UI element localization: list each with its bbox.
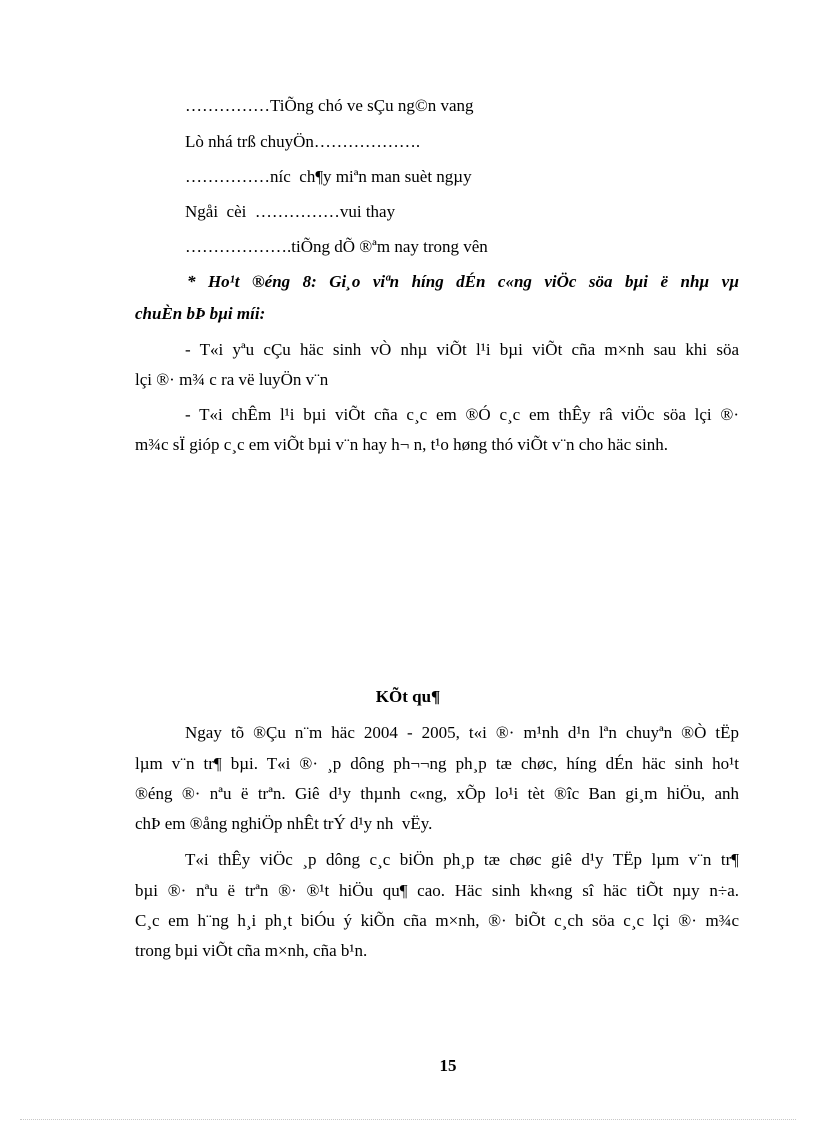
activity-paragraph-2-line-1: - T«i chÊm l¹i bµi viÕt cña c¸c em ®Ó c¸c em thÊy râ viÖc söa lçi ®· (185, 405, 739, 424)
result-paragraph-1-line-1: Ngay tõ ®Çu n¨m häc 2004 - 2005, t«i ®· m¹nh d¹n lªn chuyªn ®Ò tËp (185, 723, 739, 742)
activity-heading-line-1: * Ho¹t ®éng 8: Gi¸o viªn híng dÉn c«ng viÖc söa bµi ë nhµ vµ (187, 272, 739, 291)
page-bottom-divider (20, 1119, 796, 1120)
result-paragraph-1-line-2: lµm v¨n tr¶ bµi. T«i ®· ¸p dông ph¬¬ng ph¸p tæ chøc, híng dÉn häc sinh ho¹t (135, 754, 739, 773)
activity-heading-line-2: chuÈn bÞ bµi míi: (135, 304, 266, 323)
poem-line-2: Lò nhá trß chuyÖn………………. (185, 132, 421, 151)
result-paragraph-2-line-3: C¸c em h¨ng h¸i ph¸t biÓu ý kiÕn cña m×nh, ®· biÕt c¸ch söa c¸c lçi ®· m¾c (135, 911, 739, 930)
activity-paragraph-2-line-2: m¾c sÏ gióp c¸c em viÕt bµi v¨n hay h¬ n, t¹o høng thó viÕt v¨n cho häc sinh. (135, 435, 668, 454)
result-paragraph-2-line-2: bµi ®· nªu ë trªn ®· ®¹t hiÖu qu¶ cao. Häc sinh kh«ng sî häc tiÕt nµy n÷a. (135, 881, 739, 900)
poem-line-3: ……………níc ch¶y miªn man suèt ngµy (185, 167, 472, 186)
poem-line-4: Ngåi cèi ……………vui thay (185, 202, 396, 221)
result-paragraph-1-line-4: chÞ em ®ång nghiÖp nhÊt trÝ d¹y nh vËy. (135, 814, 433, 833)
result-paragraph-2-line-4: trong bµi viÕt cña m×nh, cña b¹n. (135, 941, 368, 960)
result-paragraph-2-line-1: T«i thÊy viÖc ¸p dông c¸c biÖn ph¸p tæ chøc giê d¹y TËp lµm v¨n tr¶ (185, 850, 739, 869)
section-title: KÕt qu¶ (375, 687, 441, 706)
page-number: 15 (439, 1056, 457, 1075)
result-paragraph-1-line-3: ®éng ®· nªu ë trªn. Giê d¹y thµnh c«ng, xÕp lo¹i tèt ®îc Ban gi¸m hiÖu, anh (135, 784, 739, 803)
activity-paragraph-1-line-2: lçi ®· m¾ c ra vë luyÖn v¨n (135, 370, 329, 389)
activity-paragraph-1-line-1: - T«i yªu cÇu häc sinh vÒ nhµ viÕt l¹i bµi viÕt cña m×nh sau khi söa (185, 340, 739, 359)
poem-line-1: ……………TiÕng chó ve sÇu ng©n vang (185, 96, 474, 115)
poem-line-5: ……………….tiÕng dÕ ®ªm nay trong vên (185, 237, 488, 256)
